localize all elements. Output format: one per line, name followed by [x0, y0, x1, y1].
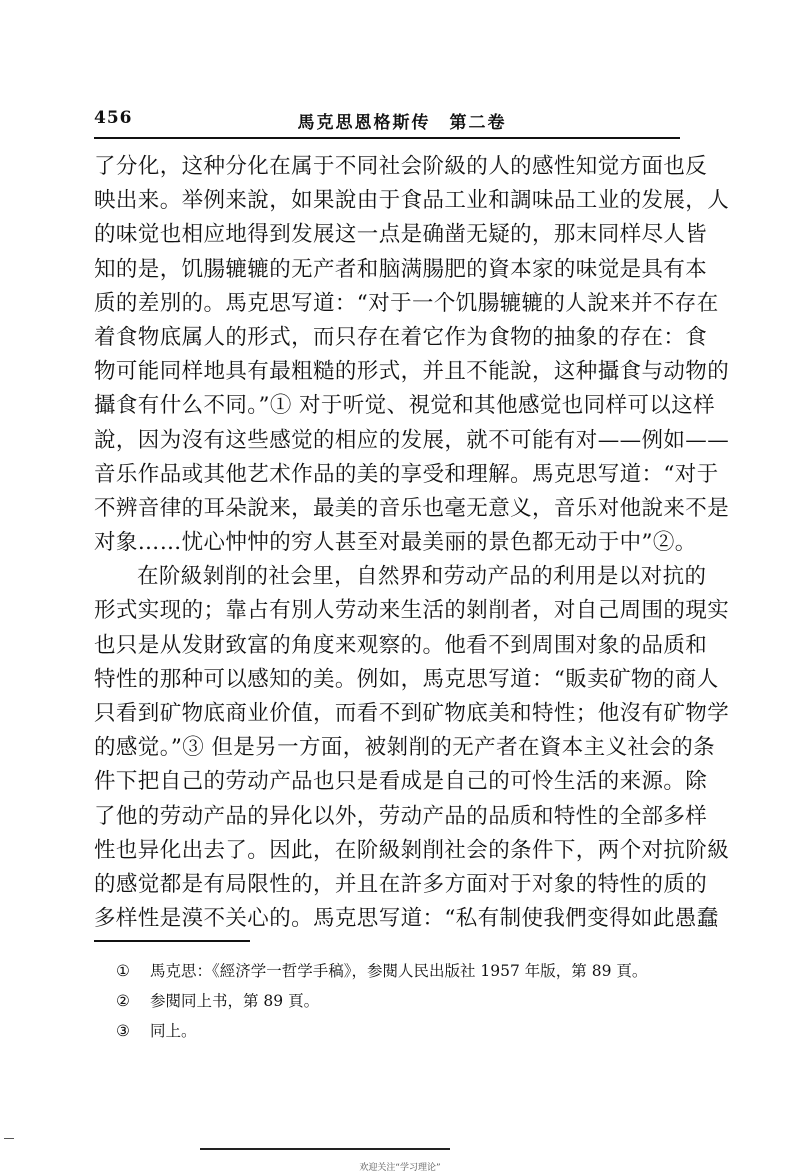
scan-bottom-rule: [200, 1148, 450, 1150]
footnote-mark: ③: [116, 1022, 130, 1040]
text-line: 对象……忧心忡忡的穷人甚至对最美丽的景色都无动于中”②。: [94, 530, 697, 556]
text-line: 形式实现的；靠占有別人劳动来生活的剝削者，对自己周围的現实: [94, 598, 730, 624]
text-line: 性也异化出去了。因此，在阶級剝削社会的条件下，两个对抗阶級: [94, 837, 730, 863]
text-line: 了他的劳动产品的异化以外，劳动产品的品质和特性的全部多样: [94, 803, 708, 829]
text-line: 的味觉也相应地得到发展这一点是确凿无疑的，那末同样尽人皆: [94, 222, 708, 248]
running-title: 馬克思恩格斯传 第二卷: [297, 113, 507, 133]
body-text: [94, 150, 730, 936]
text-line: 說，因为沒有这些感觉的相应的发展，就不可能有对——例如——: [94, 427, 730, 453]
footnotes: [116, 956, 676, 1046]
text-line: 音乐作品或其他艺术作品的美的享受和理解。馬克思写道：“对于: [94, 461, 719, 487]
text-line: 着食物底属人的形式，而只存在着它作为食物的抽象的存在：食: [94, 324, 708, 350]
footnote: [116, 956, 676, 986]
text-line: 特性的那种可以感知的美。例如，馬克思写道：“販卖矿物的商人: [94, 666, 719, 692]
text-line: 质的差別的。馬克思写道：“对于一个饥腸辘辘的人說来并不存在: [94, 290, 719, 316]
footnote-text: 同上。: [150, 1022, 197, 1040]
text-line: 的感觉都是有局限性的，并且在許多方面对于对象的特性的质的: [94, 871, 708, 897]
text-line: 物可能同样地具有最粗糙的形式，并且不能說，这种攝食与动物的: [94, 359, 730, 385]
text-line: 也只是从发財致富的角度来观察的。他看不到周围对象的品质和: [94, 632, 708, 658]
text-line: 多样性是漠不关心的。馬克思写道：“私有制使我們变得如此愚蠢: [94, 906, 719, 932]
text-line: 只看到矿物底商业价值，而看不到矿物底美和特性；他沒有矿物学: [94, 701, 730, 726]
footnote: [116, 986, 676, 1016]
footnote-text: 参閱同上书，第 89 頁。: [150, 992, 320, 1010]
footnote-mark: ①: [116, 962, 130, 980]
scan-edge-mark: [4, 1138, 14, 1139]
text-line: 攝食有什么不同。”① 对于听觉、視觉和其他感觉也同样可以这样: [94, 393, 716, 419]
text-line: 件下把自己的劳动产品也只是看成是自己的可怜生活的来源。除: [94, 769, 708, 795]
paragraph-start-line: 在阶級剝削的社会里，自然界和劳动产品的利用是以对抗的: [137, 564, 707, 590]
page-number: 456: [94, 108, 133, 128]
header-rule: [94, 137, 680, 139]
footnote: [116, 1016, 676, 1046]
text-line: 的感觉。”③ 但是另一方面，被剝削的无产者在資本主义社会的条: [94, 735, 716, 761]
text-line: 知的是，饥腸辘辘的无产者和脑满腸肥的資本家的味觉是具有本: [94, 256, 708, 282]
footnote-rule: [94, 940, 250, 942]
text-line: 了分化，这种分化在属于不同社会阶級的人的感性知觉方面也反: [94, 154, 708, 179]
footnote-mark: ②: [116, 992, 130, 1010]
text-line: 不辨音律的耳朵說来，最美的音乐也毫无意义，音乐对他說来不是: [94, 495, 730, 521]
text-line: 映出来。举例来說，如果說由于食品工业和調味品工业的发展，人: [94, 188, 730, 214]
watermark-text: 欢迎关注“学习理论”: [359, 1163, 441, 1173]
page-header: [94, 108, 680, 138]
footnote-text: 馬克思：《經济学一哲学手稿》，参閱人民出版社 1957 年版，第 89 頁。: [150, 962, 648, 980]
